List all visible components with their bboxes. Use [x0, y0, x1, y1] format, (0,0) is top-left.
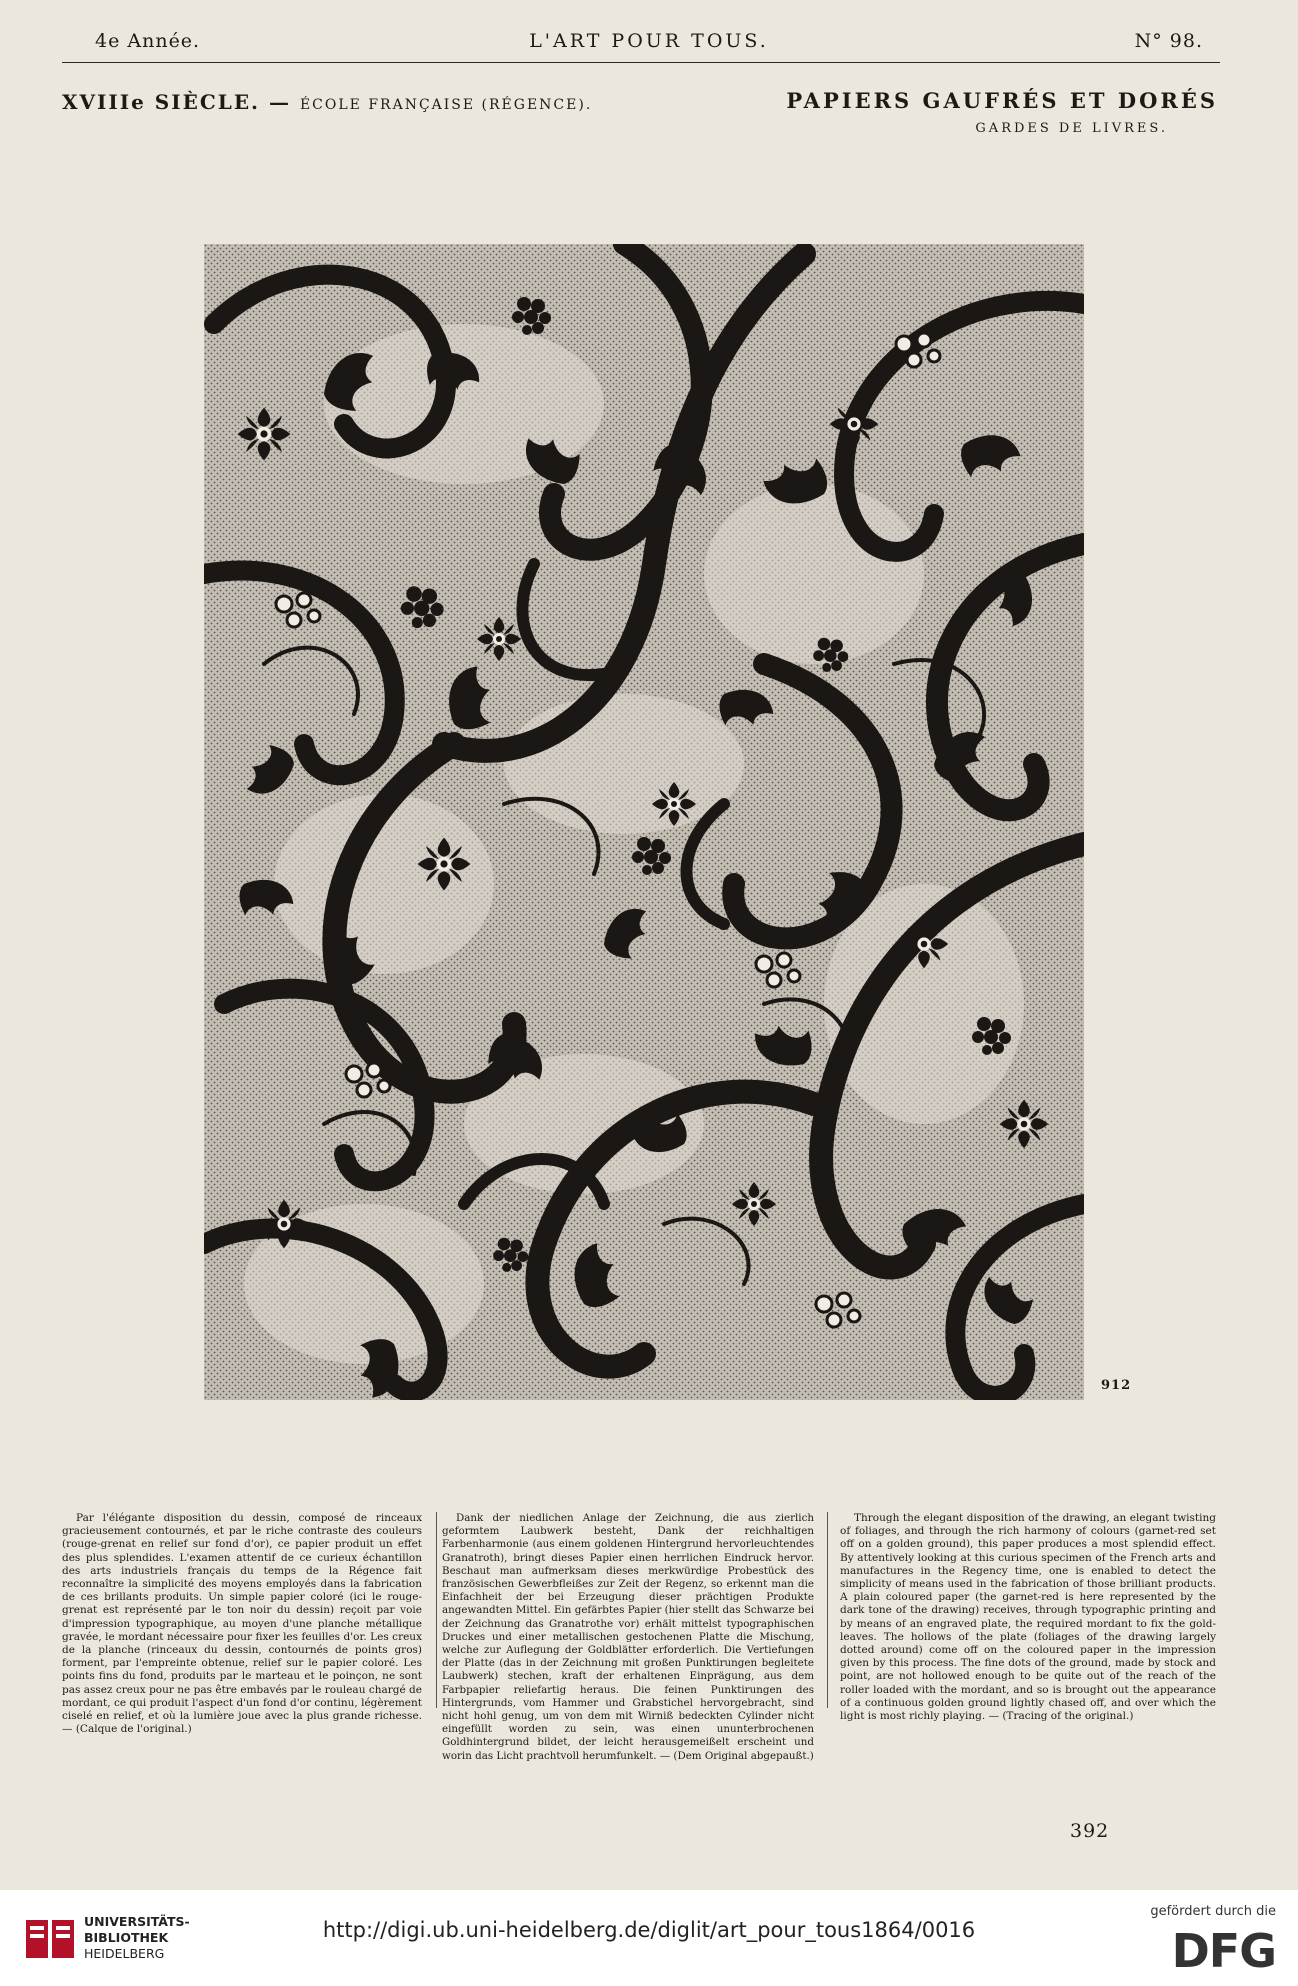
library-name-line: HEIDELBERG	[84, 1946, 165, 1961]
school-label: ÉCOLE FRANÇAISE (RÉGENCE).	[299, 97, 593, 113]
column-divider	[827, 1512, 828, 1708]
column-divider	[436, 1512, 437, 1708]
ornament-plate	[204, 244, 1084, 1400]
caption-german: Dank der niedlichen Anlage der Zeichnung, die aus zierlich geformtem Laubwerk besteht, Dank der reichhaltigen Farbenharmonie (aus einem goldenen Hintergrund hervorleuchtendes Granatroth), bringt dieses Papier einen herrlichen Eindruck hervor. Beschaut man aufmerksam dieses merkwürdige Probestück des französischen Gewerbfleißes zur Zeit der Regenz, so erkennt man die Einfachheit der bei Erzeugung dieser prächtigen Produkte angewandten Mittel. Ein gefärbtes Papier (hier stellt das Schwarze bei der Zeichnung das Granatrothe vor) erhält mittelst typographischen Druckes und einer metallischen gestochenen Platte die Mischung, welche zur Auflegung der Goldblätter erforderlich. Die Vertiefungen der Platte (das in der Zeichnung mit großen Punktirungen begleitete Laubwerk) stechen, kraft der erhaltenen Einprägung, aus dem Farbpapier reliefartig heraus. Die feinen Punktirungen des Hintergrunds, vom Hammer und Grabstichel hervorgebracht, sind nicht hohl genug, um von dem mit Wirniß bedeckten Cylinder nicht eingefüllt worden zu sein, was einen ununterbrochenen Goldhintergrund bildet, der leicht herausgemeißelt erscheint und worin das Licht prachtvoll herumfunkelt. — (Dem Original abgepaußt.)	[442, 1512, 814, 1762]
funding-note: gefördert durch die	[1150, 1904, 1276, 1919]
plate-subtitle: GARDES DE LIVRES.	[975, 121, 1168, 136]
viewer-footer	[0, 1890, 1298, 1986]
scroll-ornament-illustration	[204, 244, 1084, 1400]
plate-title: PAPIERS GAUFRÉS ET DORÉS	[786, 88, 1218, 113]
issue-number: N° 98.	[1134, 30, 1203, 52]
year-label: 4e Année.	[95, 30, 201, 52]
library-name-line: UNIVERSITÄTS-	[84, 1914, 190, 1929]
dfg-logo: DFG	[1171, 1924, 1276, 1978]
journal-title: L'ART POUR TOUS.	[529, 30, 769, 52]
library-name-line: BIBLIOTHEK	[84, 1930, 169, 1945]
running-head	[95, 30, 1203, 56]
plate-number: 912	[1101, 1378, 1132, 1393]
caption-columns	[62, 1512, 1218, 1762]
page-number: 392	[1070, 1820, 1110, 1842]
century-label: XVIIIe SIÈCLE. —	[62, 90, 291, 114]
header-rule	[62, 62, 1220, 63]
plate-title-block	[786, 88, 1218, 136]
permalink-url[interactable]: http://digi.ub.uni-heidelberg.de/diglit/art_pour_tous1864/0016	[322, 1918, 976, 1942]
caption-french: Par l'élégante disposition du dessin, composé de rinceaux gracieusement contournés, et par le riche contraste des couleurs (rouge-grenat en relief sur fond d'or), ce papier produit un effet des plus splendides. L'examen attentif de ce curieux échantillon des arts industriels français du temps de la Régence fait reconnaître la simplicité des moyens employés dans la fabrication de ces brillants produits. Un simple papier coloré (ici le rouge-grenat est représenté par le ton noir du dessin) reçoit par voie d'impression typographique, au moyen d'une planche métallique gravée, le mordant nécessaire pour fixer les feuilles d'or. Les creux de la planche (rinceaux du dessin, contournés de points gros) forment, par l'empreinte obtenue, relief sur le papier coloré. Les points fins du fond, produits par le marteau et le poinçon, ne sont pas assez creux pour ne pas être embavés par le rouleau chargé de mordant, ce qui produit l'aspect d'un fond d'or continu, légèrement ciselé en relief, et où la lumière joue avec la plus grande richesse. — (Calque de l'original.)	[62, 1512, 422, 1736]
caption-english: Through the elegant disposition of the drawing, an elegant twisting of foliages, and through the rich harmony of colours (garnet-red set off on a golden ground), this paper produces a most splendid effect. By attentively looking at this curious specimen of the French arts and manufactures in the Regency time, one is enabled to detect the simplicity of means used in the fabrication of those brilliant products. A plain coloured paper (the garnet-red is here represented by the dark tone of the drawing) receives, through typographic printing and by means of an engraved plate, the required mordant to fix the gold-leaves. The hollows of the plate (foliages of the drawing largely dotted around) come off on the coloured paper in the impression given by this process. The fine dots of the ground, made by stock and point, are not hollowed enough to be quite out of the reach of the roller loaded with the mordant, and so is brought out the appearance of a continuous golden ground lightly chased off, and over which the light is most richly playing. — (Tracing of the original.)	[840, 1512, 1216, 1723]
section-heading	[62, 90, 592, 114]
